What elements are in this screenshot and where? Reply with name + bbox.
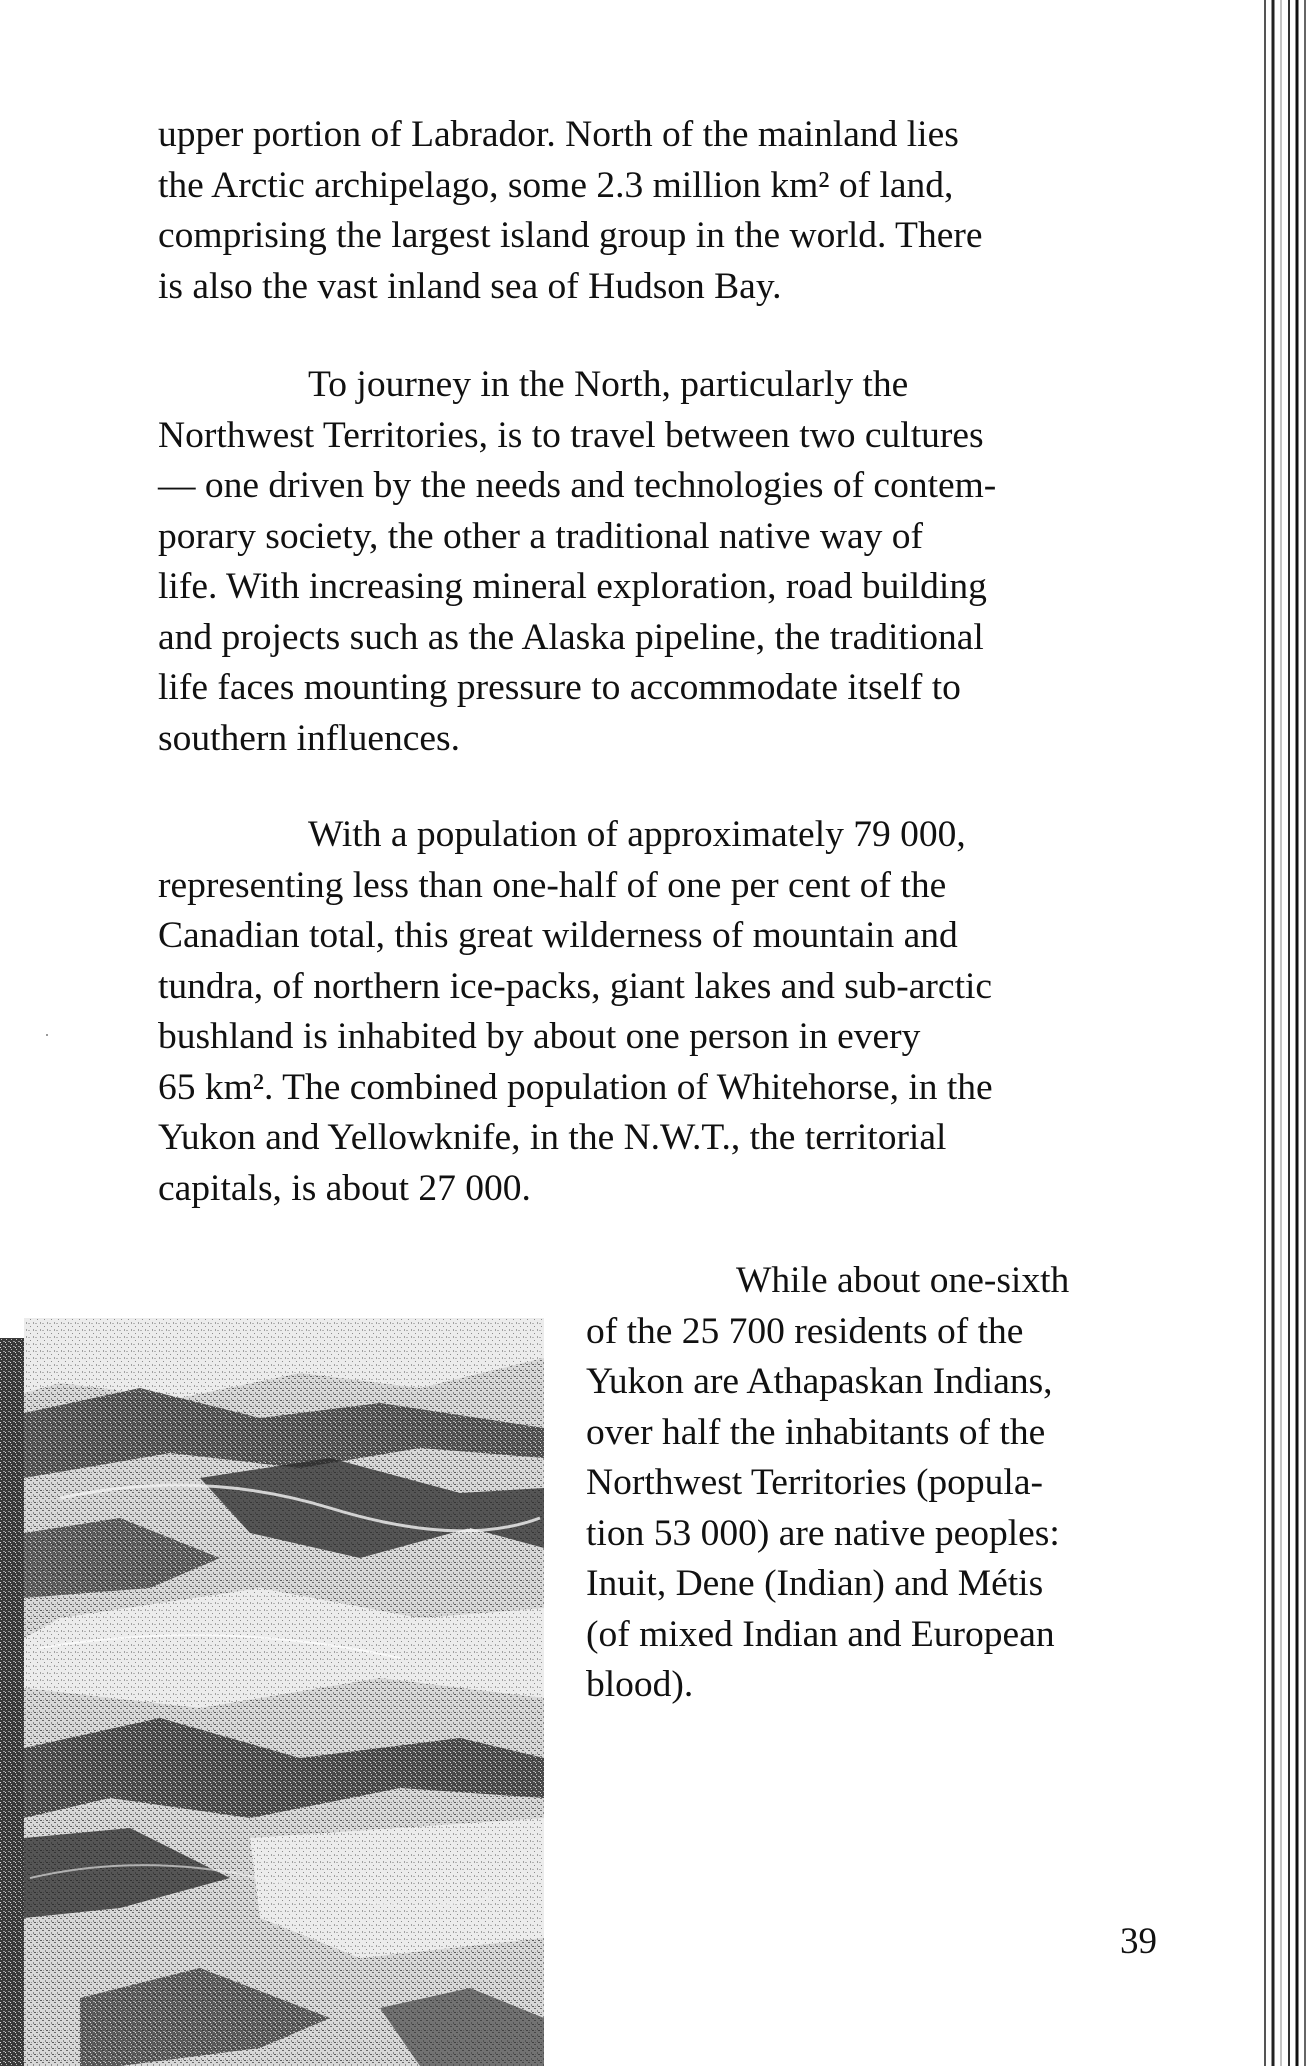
text-line: porary society, the other a traditional native way of	[158, 515, 923, 557]
text-line: tion 53 000) are native peoples:	[586, 1512, 1060, 1554]
text-line: While about one-sixth	[736, 1260, 1070, 1301]
text-line: upper portion of Labrador. North of the mainland lies	[158, 114, 959, 155]
text-line: southern influences.	[158, 717, 460, 759]
text-line: and projects such as the Alaska pipeline, the traditional	[158, 616, 984, 658]
paragraph-two-cultures	[158, 360, 996, 764]
paragraph-native-peoples	[586, 1256, 1069, 1711]
text-line: blood).	[586, 1664, 694, 1705]
text-line: life. With increasing mineral exploration, road building	[158, 566, 987, 607]
text-line: — one driven by the needs and technologies of contem-	[158, 465, 997, 506]
page-binding-edge	[1251, 0, 1311, 2066]
text-line: 65 km². The combined population of Whitehorse, in the	[158, 1066, 993, 1108]
text-line: (of mixed Indian and European	[586, 1613, 1055, 1655]
text-line: of the 25 700 residents of the	[586, 1310, 1024, 1352]
text-line: Yukon and Yellowknife, in the N.W.T., the territorial	[158, 1117, 947, 1158]
text-line: Northwest Territories (popula-	[586, 1462, 1043, 1503]
text-line: Yukon are Athapaskan Indians,	[586, 1361, 1053, 1402]
text-line: tundra, of northern ice-packs, giant lakes and sub-arctic	[158, 965, 993, 1007]
text-line: With a population of approximately 79 000,	[308, 814, 966, 855]
text-line: Northwest Territories, is to travel between two cultures	[158, 414, 984, 456]
text-line: bushland is inhabited by about one person in every	[158, 1016, 921, 1057]
text-line: over half the inhabitants of the	[586, 1411, 1046, 1453]
paragraph-labrador-archipelago	[158, 110, 983, 312]
text-line: comprising the largest island group in the world. There	[158, 215, 983, 256]
aerial-landscape-photo	[0, 1318, 544, 2066]
text-line: representing less than one-half of one per cent of the	[158, 864, 947, 906]
text-line: life faces mounting pressure to accommodate itself to	[158, 667, 961, 708]
text-line: Inuit, Dene (Indian) and Métis	[586, 1563, 1044, 1604]
text-line: capitals, is about 27 000.	[158, 1167, 531, 1209]
speck	[46, 1034, 48, 1036]
text-line: the Arctic archipelago, some 2.3 million km² of land,	[158, 164, 954, 206]
paragraph-population	[158, 810, 993, 1214]
text-line: To journey in the North, particularly the	[308, 364, 909, 405]
page-number: 39	[1120, 1921, 1157, 1962]
text-line: Canadian total, this great wilderness of mountain and	[158, 915, 958, 956]
text-line: is also the vast inland sea of Hudson Bay.	[158, 265, 782, 307]
